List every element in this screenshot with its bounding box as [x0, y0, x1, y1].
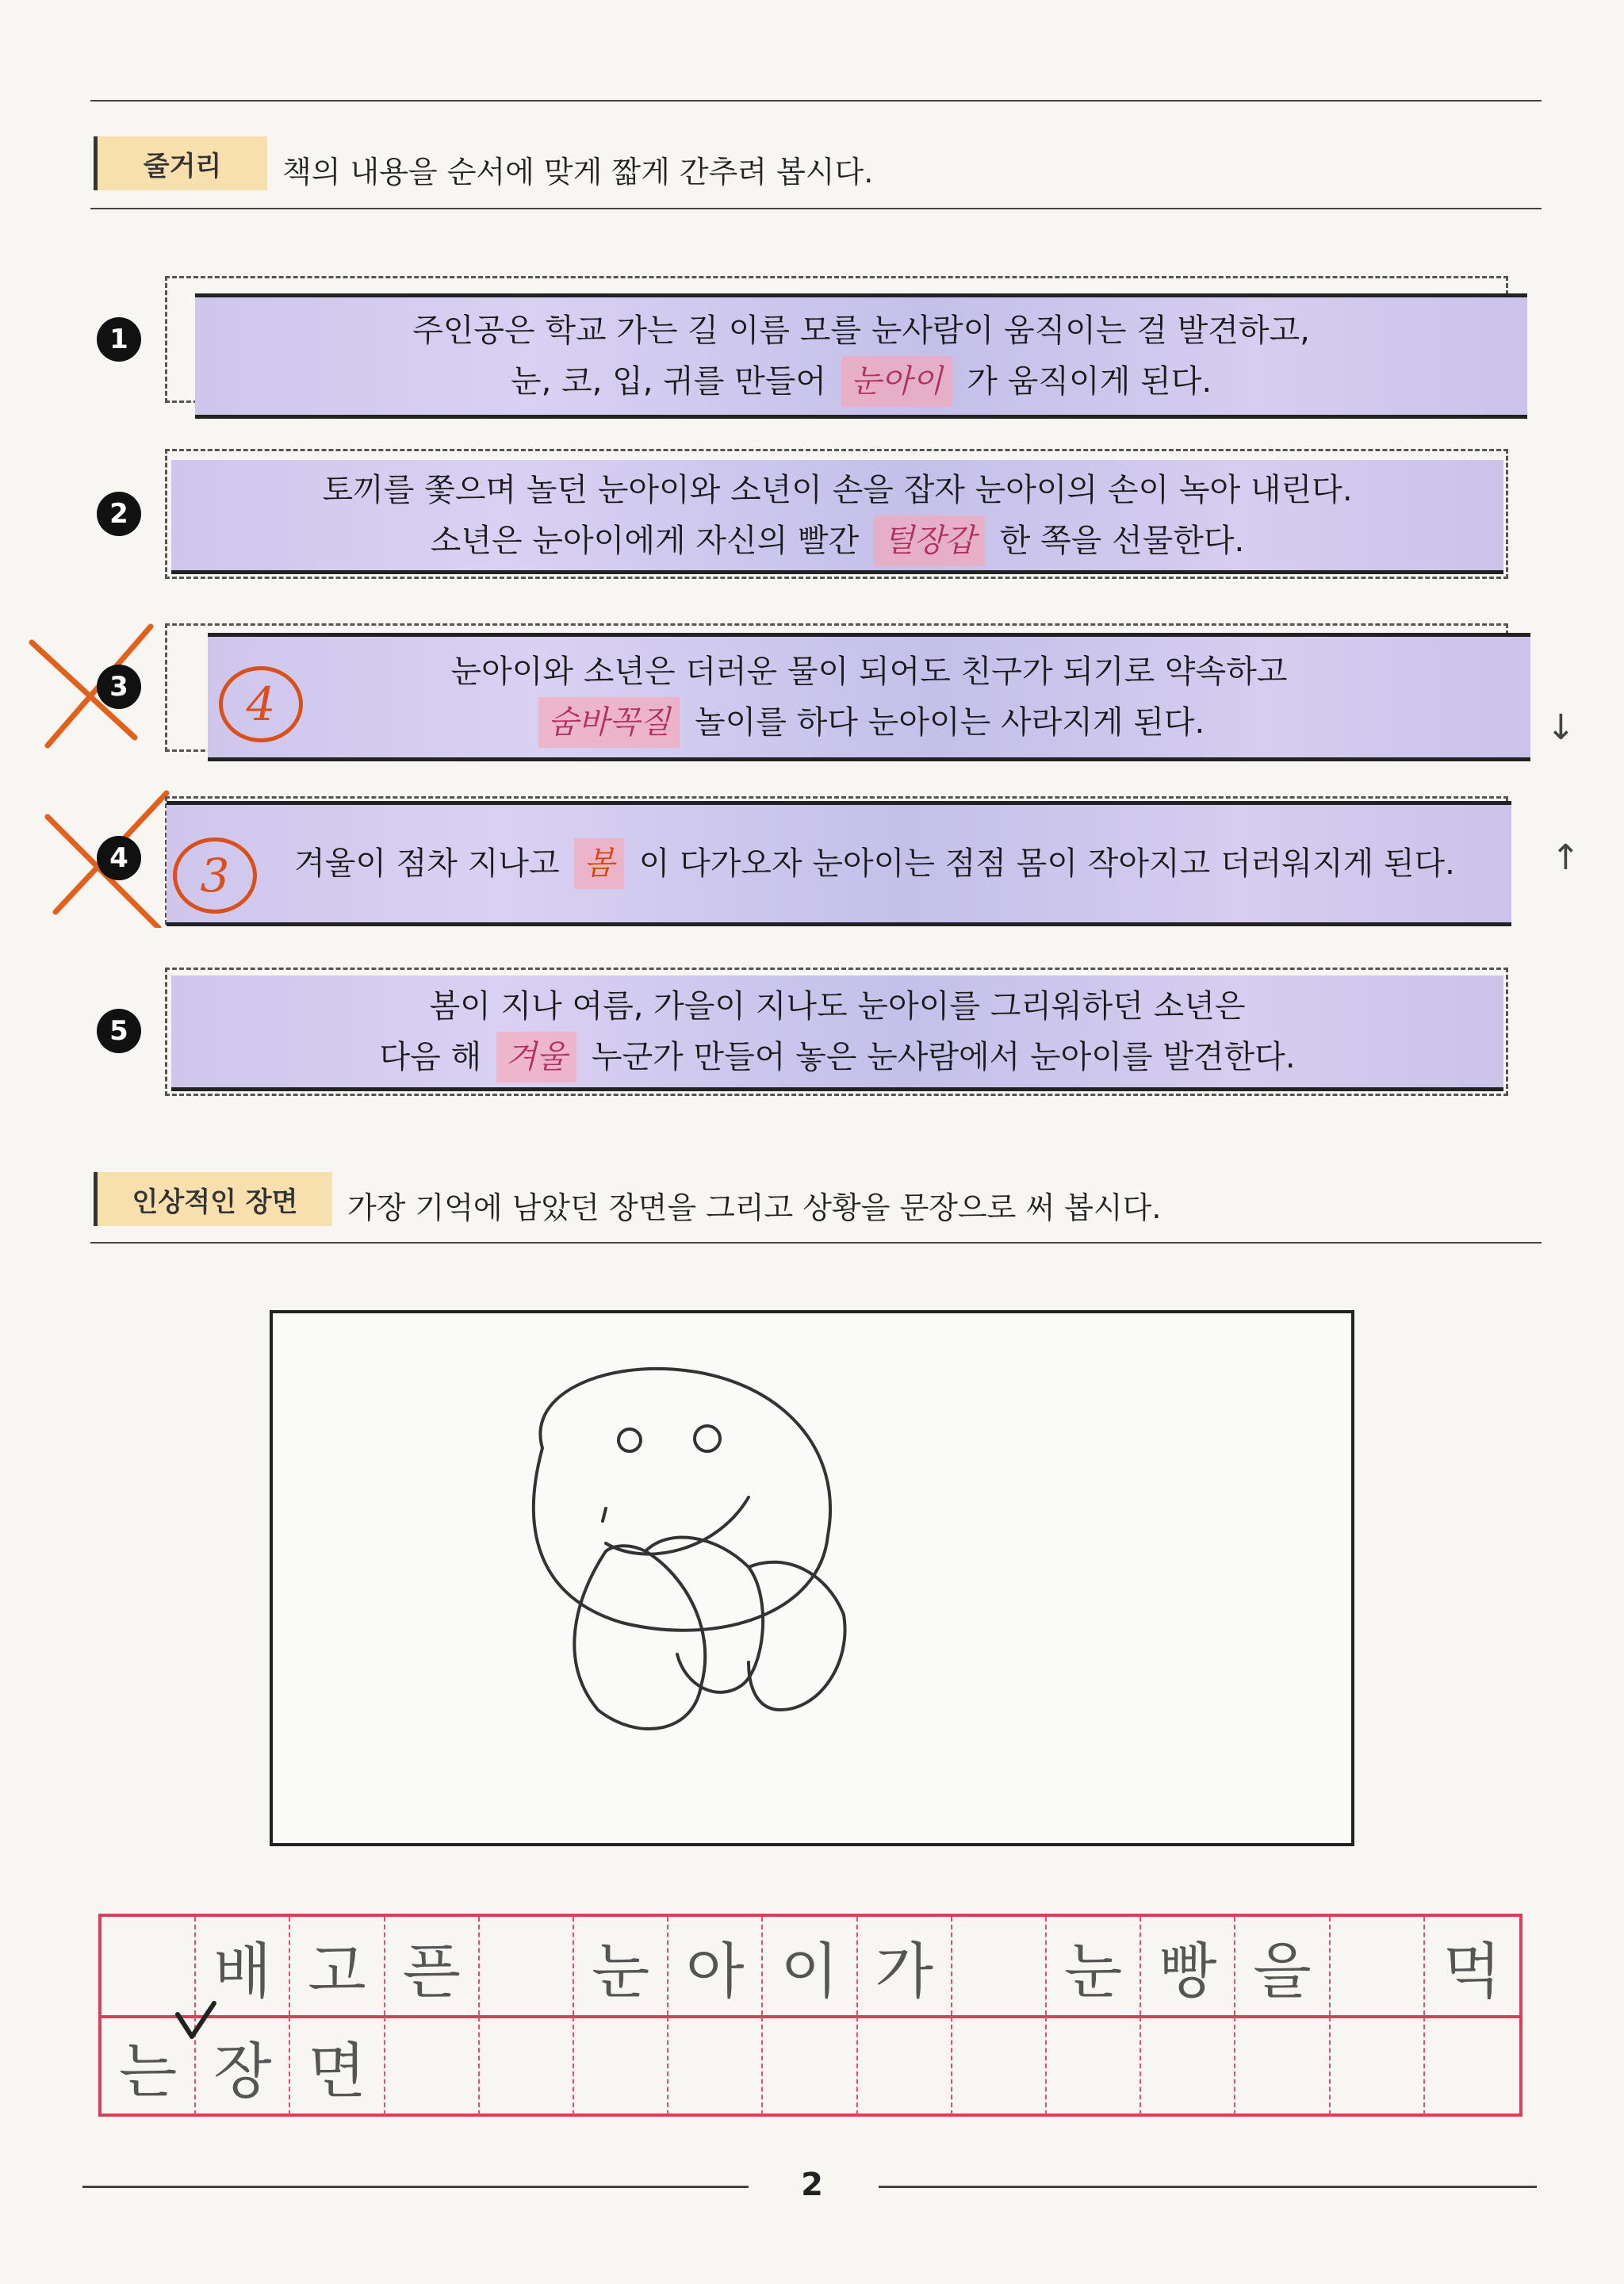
- footer-rule-left: [82, 2186, 749, 2188]
- grid-cell: 눈: [1047, 1917, 1141, 2015]
- drawing-frame: [270, 1310, 1354, 1846]
- grid-cell: 이: [763, 1917, 857, 2015]
- row-number-badge: 5: [97, 1009, 141, 1053]
- summary-line: [379, 1032, 1295, 1083]
- grid-cell: [385, 2017, 480, 2115]
- handwritten-answer: 숨바꼭질: [538, 697, 680, 748]
- summary-line: [431, 515, 1244, 566]
- summary-line: 토끼를 쫓으며 놀던 눈아이와 소년이 손을 잡자 눈아이의 손이 녹아 내린다.: [322, 471, 1353, 508]
- row-number-badge: 3: [97, 665, 141, 709]
- grid-cell: 을: [1235, 1917, 1330, 2015]
- grid-cell: [952, 1917, 1047, 2015]
- summary-line: [511, 356, 1212, 407]
- scene-section-tag: 인상적인 장면: [94, 1172, 332, 1226]
- grid-cell: 빵: [1141, 1917, 1235, 2015]
- handwritten-answer: 봄: [574, 838, 624, 889]
- summary-line-before: 겨울이 점차 지나고: [294, 845, 560, 882]
- summary-line-after: 한 쪽을 선물한다.: [999, 522, 1245, 559]
- row-number-badge: 4: [97, 836, 141, 880]
- summary-line-after: 가 움직이게 된다.: [967, 363, 1212, 400]
- circled-correction-number: 3: [173, 837, 257, 914]
- summary-line: 봄이 지나 여름, 가을이 지나도 눈아이를 그리워하던 소년은: [429, 987, 1246, 1025]
- grid-cell: [952, 2017, 1047, 2115]
- summary-line: [223, 838, 1455, 889]
- handwritten-answer: 털장갑: [874, 515, 985, 566]
- grid-cell: [1047, 2017, 1141, 2115]
- grid-cell: [480, 2017, 574, 2115]
- summary-strip: [195, 293, 1527, 419]
- summary-strip: [167, 801, 1511, 926]
- child-drawing: [273, 1313, 1351, 1843]
- grid-cell: [1425, 2017, 1519, 2115]
- summary-line-after: 놀이를 하다 눈아이는 사라지게 된다.: [695, 704, 1205, 741]
- circled-correction-number: 4: [219, 666, 303, 742]
- summary-strip: [171, 460, 1503, 574]
- page-number: 2: [801, 2167, 823, 2203]
- summary-line-before: 다음 해: [379, 1038, 482, 1075]
- summary-line-before: 눈, 코, 입, 귀를 만들어: [510, 363, 827, 400]
- summary-section-description: 책의 내용을 순서에 맞게 짧게 간추려 봅시다.: [282, 155, 874, 190]
- summary-strip: [208, 633, 1530, 761]
- summary-line-after: 이 다가오자 눈아이는 점점 몸이 작아지고 더러워지게 된다.: [638, 845, 1455, 882]
- grid-cell: [763, 2017, 857, 2115]
- row-number-badge: 1: [97, 317, 141, 362]
- grid-cell: [1331, 1917, 1425, 2015]
- grid-cell: [1235, 2017, 1330, 2115]
- grid-cell: [858, 2017, 952, 2115]
- scene-header-rule: [90, 1242, 1542, 1244]
- summary-line: [534, 697, 1205, 748]
- summary-line: 주인공은 학교 가는 길 이름 모를 눈사람이 움직이는 걸 발견하고,: [412, 312, 1310, 349]
- footer-rule-right: [879, 2186, 1537, 2188]
- grid-cell: 배: [196, 1917, 290, 2015]
- grid-cell: 면: [290, 2017, 385, 2115]
- handwritten-answer: 겨울: [496, 1032, 576, 1083]
- grid-cell: [1331, 2017, 1425, 2115]
- summary-header-rule: [90, 208, 1542, 209]
- grid-cell: [668, 2017, 763, 2115]
- summary-strip: [171, 975, 1503, 1091]
- grid-cell: 먹: [1442, 1935, 1502, 2006]
- grid-cell: 고: [290, 1917, 385, 2015]
- summary-line-after: 누군가 만들어 놓은 눈사람에서 눈아이를 발견한다.: [591, 1038, 1296, 1075]
- grid-cell: 는: [102, 2017, 196, 2115]
- grid-cell: 아: [668, 1917, 763, 2015]
- summary-line: 눈아이와 소년은 더러운 물이 되어도 친구가 되기로 약속하고: [450, 653, 1288, 690]
- grid-cell: 눈: [574, 1917, 668, 2015]
- writing-grid: [98, 1914, 1522, 2117]
- insertion-check-mark: [173, 1998, 220, 2046]
- grid-cell: [574, 2017, 668, 2115]
- top-rule: [90, 100, 1542, 102]
- grid-cell: 장: [196, 2017, 290, 2115]
- summary-line-before: 소년은 눈아이에게 자신의 빨간: [430, 522, 860, 559]
- summary-section-tag: 줄거리: [94, 136, 267, 190]
- grid-cell: [1141, 2017, 1235, 2115]
- grid-cell: 픈: [385, 1917, 480, 2015]
- up-arrow-note: ↑: [1551, 837, 1580, 878]
- scene-section-description: 가장 기억에 남았던 장면을 그리고 상황을 문장으로 써 봅시다.: [347, 1190, 1162, 1225]
- grid-cell: [480, 1917, 574, 2015]
- grid-cell: 가: [858, 1917, 952, 2015]
- row-number-badge: 2: [97, 492, 141, 536]
- handwritten-answer: 눈아이: [841, 356, 952, 407]
- down-arrow-note: ↓: [1546, 707, 1576, 748]
